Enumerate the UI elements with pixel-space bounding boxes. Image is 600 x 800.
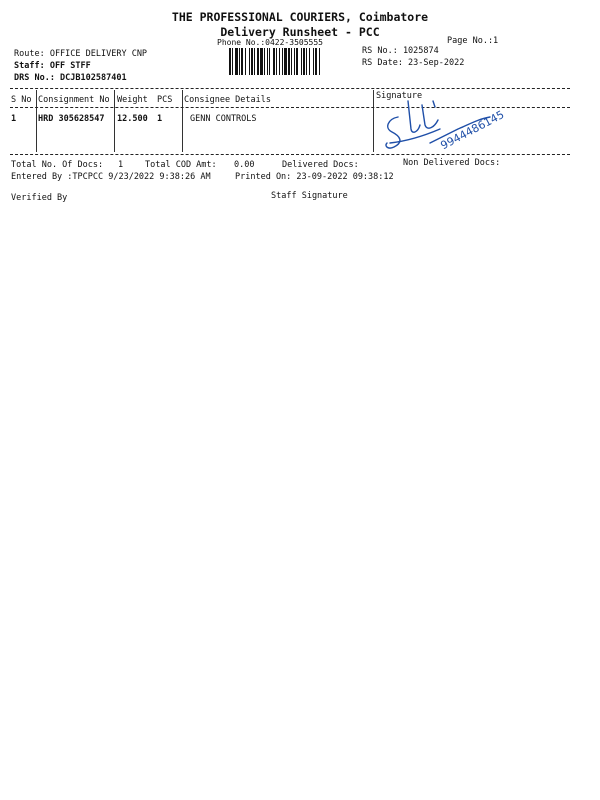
row-consignment: HRD 305628547 <box>38 114 105 124</box>
total-docs-label: Total No. Of Docs: <box>11 160 104 170</box>
verified-by-label: Verified By <box>11 193 68 203</box>
company-name: THE PROFESSIONAL COURIERS, Coimbatore <box>171 10 429 24</box>
column-divider <box>114 90 115 152</box>
table-top-rule <box>10 88 570 89</box>
row-pcs: 1 <box>157 114 163 124</box>
staff-signature-label: Staff Signature <box>271 191 348 201</box>
col-consignment: Consignment No <box>38 95 110 105</box>
row-consignee: GENN CONTROLS <box>190 114 257 124</box>
printed-on: Printed On: 23-09-2022 09:38:12 <box>235 172 394 182</box>
delivered-docs-label: Delivered Docs: <box>282 160 359 170</box>
column-divider <box>36 90 37 152</box>
rs-date: RS Date: 23-Sep-2022 <box>362 58 465 68</box>
signature-phone-note: 9944486145 <box>438 107 507 153</box>
col-consignee: Consignee Details <box>184 95 271 105</box>
drs-number: DRS No.: DCJB102587401 <box>14 73 127 83</box>
document-title: Delivery Runsheet - PCC <box>220 25 380 39</box>
cod-value: 0.00 <box>234 160 255 170</box>
row-weight: 12.500 <box>117 114 148 124</box>
column-divider <box>373 90 374 152</box>
col-sno: S No <box>11 95 32 105</box>
rs-number: RS No.: 1025874 <box>362 46 439 56</box>
row-sno: 1 <box>11 114 17 124</box>
entered-by: Entered By :TPCPCC 9/23/2022 9:38:26 AM <box>11 172 211 182</box>
col-pcs: PCS <box>157 95 173 105</box>
non-delivered-docs-label: Non Delivered Docs: <box>403 158 501 168</box>
page-number: Page No.:1 <box>447 36 499 46</box>
handwritten-signature <box>378 95 513 155</box>
col-signature: Signature <box>376 91 423 101</box>
cod-label: Total COD Amt: <box>145 160 217 170</box>
total-docs-value: 1 <box>118 160 124 170</box>
route-label: Route: OFFICE DELIVERY CNP <box>14 49 148 59</box>
staff-label: Staff: OFF STFF <box>14 61 91 71</box>
barcode-image <box>229 48 357 75</box>
col-weight: Weight <box>117 95 148 105</box>
column-divider <box>182 90 183 152</box>
table-bottom-rule <box>10 154 570 155</box>
phone-number: Phone No.:0422-3505555 <box>217 38 323 47</box>
